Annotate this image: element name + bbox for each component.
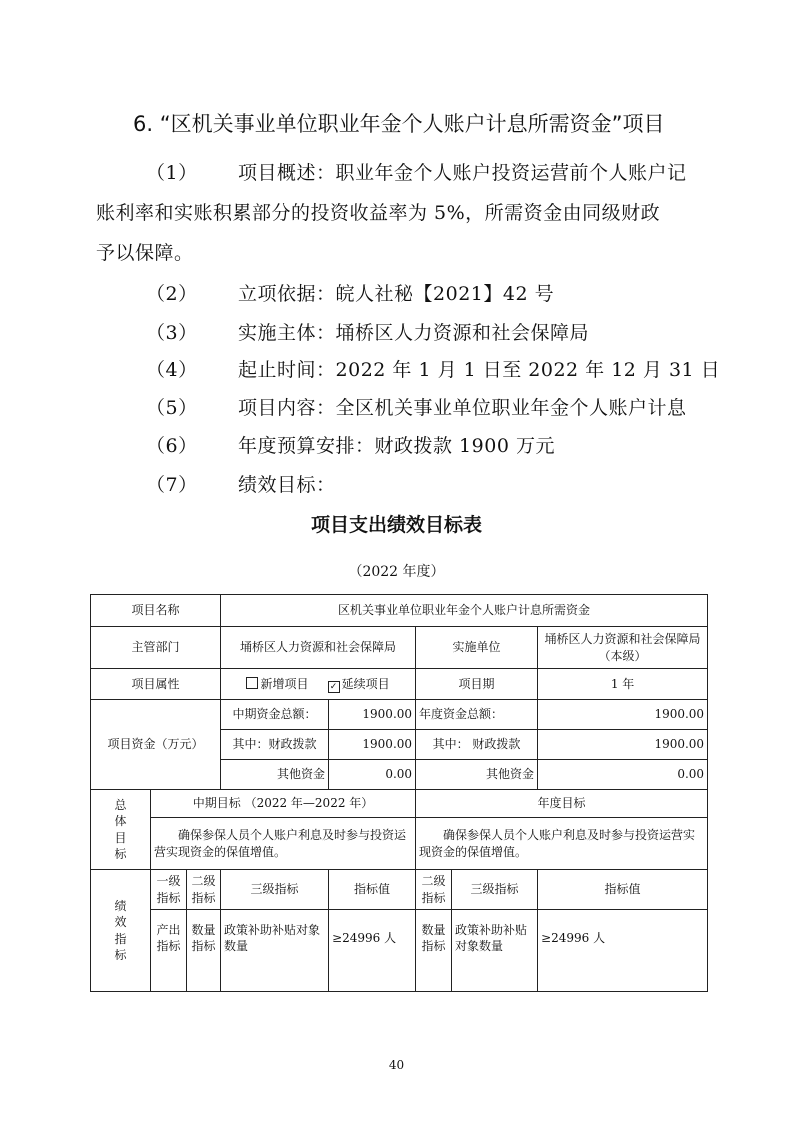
lvl1-header: 一级指标 (151, 870, 187, 910)
item-label: 年度预算安排： (238, 435, 375, 457)
cont-item-checkbox[interactable]: ✓ (328, 681, 340, 693)
item-5 (146, 393, 687, 420)
item-text: 职业年金个人账户投资运营前个人账户记 (335, 162, 687, 184)
fund-label: 项目资金（万元） (91, 700, 221, 790)
new-item-label: 新增项目 (260, 676, 309, 691)
item-1 (146, 158, 687, 185)
year-goal: 确保参保人员个人账户利息及时参与投资运营实现资金的保值增值。 (416, 818, 708, 870)
year-other: 0.00 (538, 760, 708, 790)
item-6 (146, 431, 555, 458)
lvl3-header: 三级指标 (452, 870, 538, 910)
year-total: 1900.00 (538, 700, 708, 730)
item-1-continuation: 予以保障。 (96, 242, 194, 264)
section-heading: 6. “区机关事业单位职业年金个人账户计息所需资金”项目 (133, 112, 665, 136)
impl: 埇桥区人力资源和社会保障局（本级） (538, 627, 708, 669)
row-value: ≥24996 人 (538, 910, 708, 992)
lvl2-header: 二级指标 (187, 870, 221, 910)
table-row (91, 910, 708, 992)
mid-fiscal: 1900.00 (329, 730, 416, 760)
lvl3-header: 三级指标 (221, 870, 329, 910)
table-row (91, 595, 708, 627)
table-title: 项目支出绩效目标表 (310, 514, 482, 536)
row-lvl2: 数量指标 (187, 910, 221, 992)
perf-indicator-label: 绩效指标 (91, 870, 151, 992)
table-row (91, 700, 708, 730)
project-name-label: 项目名称 (91, 595, 221, 627)
year-fiscal: 1900.00 (538, 730, 708, 760)
period-label: 项目期 (416, 669, 538, 700)
item-2 (146, 279, 554, 306)
impl-label: 实施单位 (416, 627, 538, 669)
item-number: （5） (146, 397, 198, 419)
item-label: 绩效目标： (238, 474, 336, 496)
item-4 (146, 355, 720, 382)
dept: 埇桥区人力资源和社会保障局 (221, 627, 416, 669)
item-label: 起止时间： (238, 359, 336, 381)
item-number: （3） (146, 322, 198, 344)
mid-goal-label: 中期目标 （2022 年—2022 年） (151, 790, 416, 818)
mid-total-label: 中期资金总额： (221, 700, 329, 730)
item-text: 全区机关事业单位职业年金个人账户计息 (335, 397, 687, 419)
year-goal-label: 年度目标 (416, 790, 708, 818)
year-other-label: 其他资金 (416, 760, 538, 790)
mid-total: 1900.00 (329, 700, 416, 730)
item-label: 立项依据： (238, 283, 336, 305)
item-number: （6） (146, 435, 198, 457)
row-value: ≥24996 人 (329, 910, 416, 992)
table-row (91, 790, 708, 818)
item-number: （1） (146, 162, 198, 184)
item-text: 皖人社秘【2021】42 号 (335, 283, 555, 305)
mid-fiscal-label: 其中：财政拨款 (221, 730, 329, 760)
lvl2-header: 二级指标 (416, 870, 452, 910)
row-lvl3: 政策补助补贴对象数量 (452, 910, 538, 992)
project-name: 区机关事业单位职业年金个人账户计息所需资金 (221, 595, 708, 627)
item-7 (146, 470, 336, 497)
overall-goal-label: 总体目标 (91, 790, 151, 870)
item-number: （2） (146, 283, 198, 305)
dept-label: 主管部门 (91, 627, 221, 669)
item-number: （4） (146, 359, 198, 381)
new-item-checkbox[interactable] (246, 677, 258, 689)
table-row (91, 818, 708, 870)
cont-item-label: 延续项目 (341, 676, 390, 691)
item-label: 实施主体： (238, 322, 336, 344)
value-header: 指标值 (538, 870, 708, 910)
page-number: 40 (388, 1058, 405, 1072)
item-text: 埇桥区人力资源和社会保障局 (335, 322, 590, 344)
mid-other-label: 其他资金 (221, 760, 329, 790)
mid-other: 0.00 (329, 760, 416, 790)
row-lvl3: 政策补助补贴对象数量 (221, 910, 329, 992)
year-fiscal-label: 其中： 财政拨款 (416, 730, 538, 760)
row-lvl1: 产出指标 (151, 910, 187, 992)
table-row (91, 669, 708, 700)
item-text: 财政拨款 1900 万元 (374, 435, 555, 457)
mid-goal: 确保参保人员个人账户利息及时参与投资运营实现资金的保值增值。 (151, 818, 416, 870)
attr-label: 项目属性 (91, 669, 221, 700)
item-label: 项目概述： (238, 162, 336, 184)
item-label: 项目内容： (238, 397, 336, 419)
row-lvl2: 数量指标 (416, 910, 452, 992)
year-total-label: 年度资金总额： (416, 700, 538, 730)
item-number: （7） (146, 474, 198, 496)
performance-target-table (90, 594, 708, 992)
period: 1 年 (538, 669, 708, 700)
item-text: 2022 年 1 月 1 日至 2022 年 12 月 31 日 (335, 359, 721, 381)
item-3 (146, 318, 589, 345)
attr-options (221, 669, 416, 700)
table-row (91, 627, 708, 669)
table-year: （2022 年度） (348, 564, 445, 580)
item-1-continuation: 账利率和实账积累部分的投资收益率为 5%，所需资金由同级财政 (96, 202, 661, 224)
table-row (91, 870, 708, 910)
value-header: 指标值 (329, 870, 416, 910)
